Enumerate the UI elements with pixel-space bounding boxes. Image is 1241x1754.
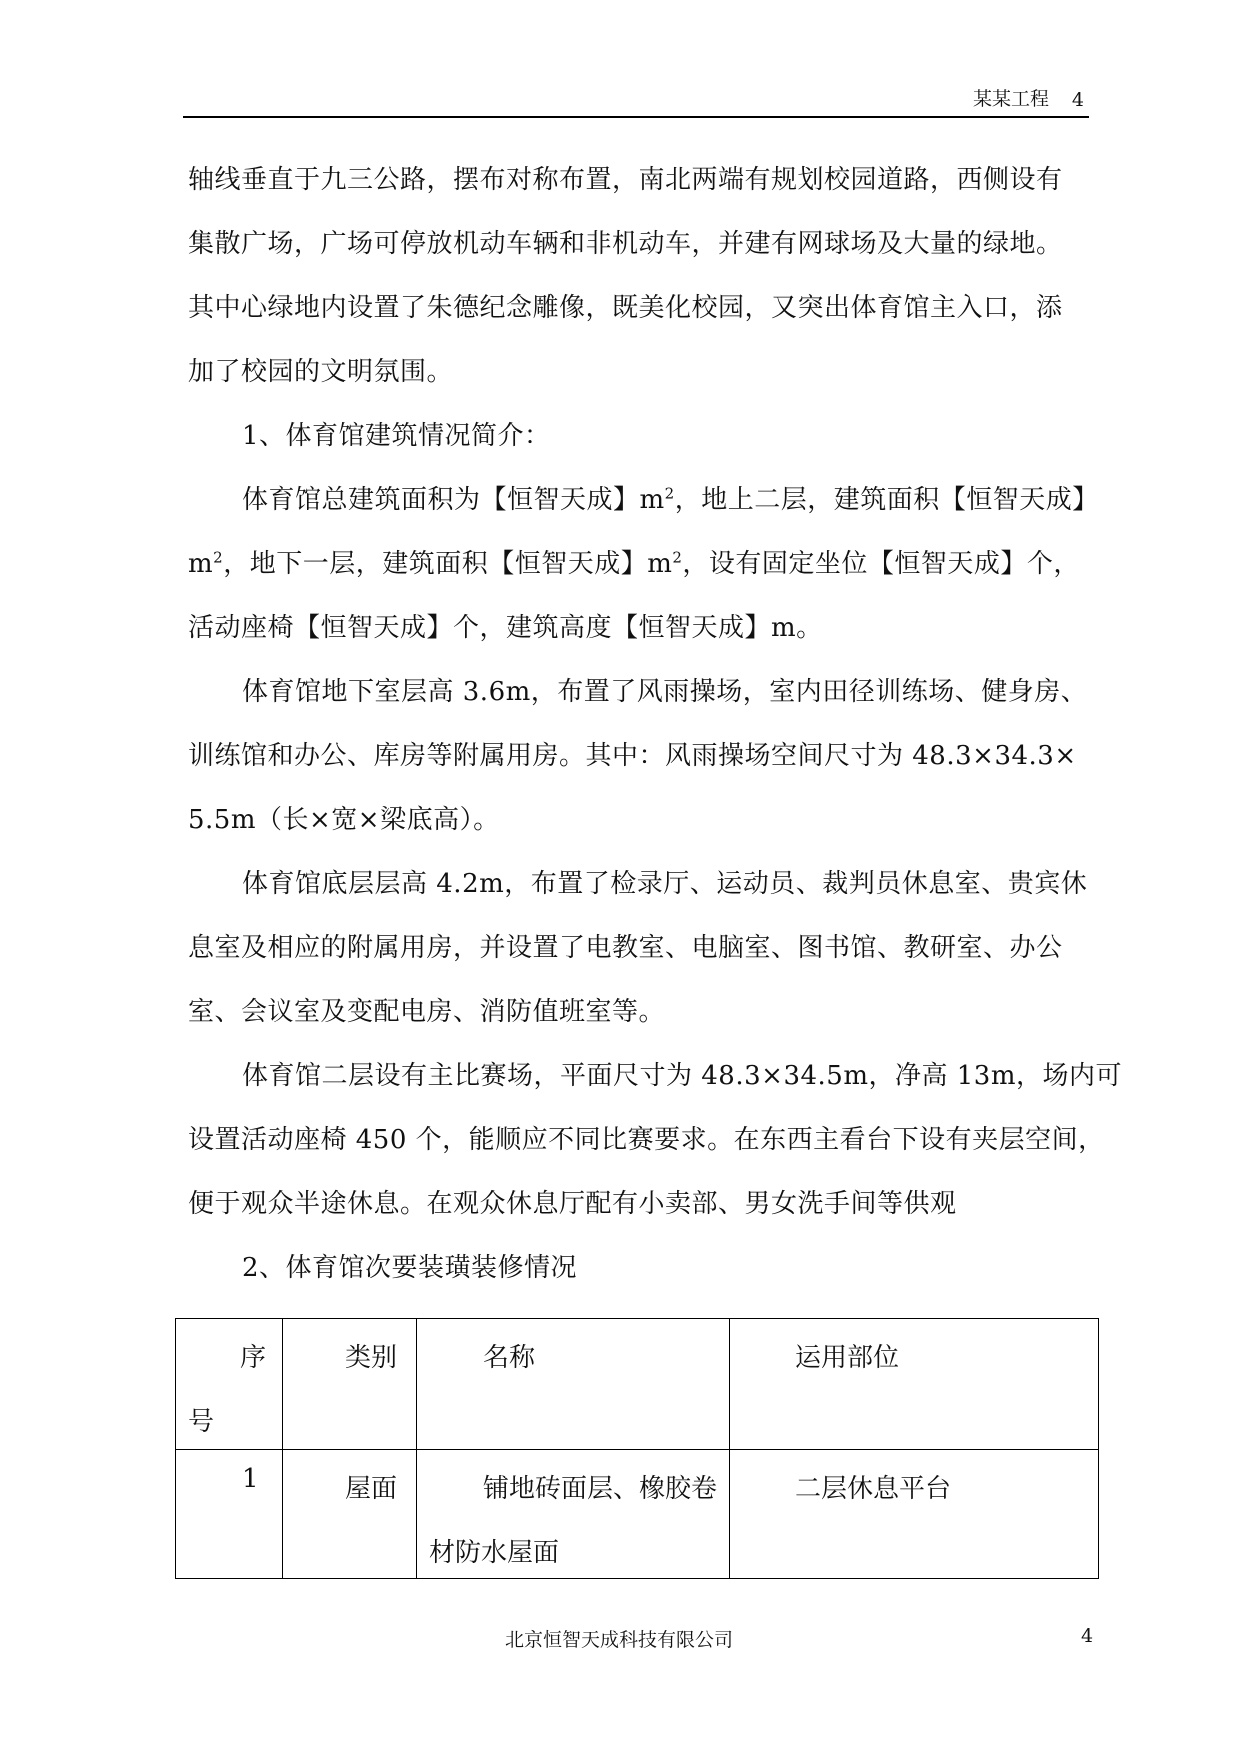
paragraph-line: 息室及相应的附属用房，并设置了电教室、电脑室、图书馆、教研室、办公 [188, 933, 1063, 963]
paragraph-line: 5.5m（长×宽×梁底高）。 [188, 805, 500, 835]
paragraph-line: 体育馆二层设有主比赛场，平面尺寸为 48.3×34.5m，净高 13m，场内可 [242, 1061, 1122, 1091]
section-heading-2: 2、体育馆次要装璜装修情况 [242, 1253, 578, 1283]
header-location: 运用部位 [795, 1343, 900, 1373]
superscript: 2 [213, 548, 224, 567]
paragraph-line: 训练馆和办公、库房等附属用房。其中：风雨操场空间尺寸为 48.3×34.3× [188, 741, 1077, 771]
header-cell-location [730, 1319, 1099, 1450]
header-page-number: 4 [1071, 89, 1084, 111]
text-run: 体育馆总建筑面积为【恒智天成】m [242, 485, 665, 515]
paragraph-line [242, 484, 1142, 516]
row-location: 二层休息平台 [795, 1474, 952, 1504]
paragraph-line: 活动座椅【恒智天成】个，建筑高度【恒智天成】m。 [188, 613, 823, 643]
text-run: ，地下一层，建筑面积【恒智天成】m [223, 549, 673, 579]
header-title: 某某工程 [972, 88, 1049, 110]
paragraph-line: 室、会议室及变配电房、消防值班室等。 [188, 997, 666, 1027]
text-run: ，地上二层，建筑面积【恒智天成】 [674, 485, 1099, 515]
cell-location [730, 1450, 1099, 1579]
cell-name [417, 1450, 730, 1579]
paragraph-line: 轴线垂直于九三公路，摆布对称布置，南北两端有规划校园道路，西侧设有 [188, 165, 1063, 195]
cell-seq [176, 1450, 283, 1579]
row-name-line2: 材防水屋面 [429, 1538, 560, 1568]
paragraph-line: 设置活动座椅 450 个，能顺应不同比赛要求。在东西主看台下设有夹层空间， [188, 1125, 1105, 1155]
decoration-table [175, 1318, 1099, 1579]
header-seq-part2: 号 [188, 1407, 215, 1437]
row-seq: 1 [242, 1464, 259, 1494]
header-cell-seq [176, 1319, 283, 1450]
superscript: 2 [672, 548, 683, 567]
superscript: 2 [664, 484, 675, 503]
paragraph-line: 集散广场，广场可停放机动车辆和非机动车，并建有网球场及大量的绿地。 [188, 229, 1063, 259]
header-category: 类别 [345, 1343, 398, 1373]
row-category: 屋面 [345, 1474, 398, 1504]
paragraph-line: 体育馆底层层高 4.2m，布置了检录厅、运动员、裁判员休息室、贵宾休 [242, 869, 1088, 899]
section-heading-1: 1、体育馆建筑情况简介： [242, 421, 551, 451]
paragraph-line: 加了校园的文明氛围。 [188, 357, 454, 387]
header-seq-part1: 序 [240, 1343, 267, 1373]
cell-category [283, 1450, 417, 1579]
table-row [176, 1450, 1099, 1579]
paragraph-line: 体育馆地下室层高 3.6m，布置了风雨操场，室内田径训练场、健身房、 [242, 677, 1088, 707]
header-name: 名称 [483, 1343, 536, 1373]
table-header-row [176, 1319, 1099, 1450]
text-run: ，设有固定坐位【恒智天成】个， [682, 549, 1080, 579]
paragraph-line: 其中心绿地内设置了朱德纪念雕像，既美化校园，又突出体育馆主入口，添 [188, 293, 1063, 323]
paragraph-line [188, 548, 1088, 580]
header-cell-category [283, 1319, 417, 1450]
page-header [183, 86, 1089, 118]
row-name-line1: 铺地砖面层、橡胶卷 [483, 1474, 718, 1504]
paragraph-line: 便于观众半途休息。在观众休息厅配有小卖部、男女洗手间等供观 [188, 1189, 957, 1219]
footer-company: 北京恒智天成科技有限公司 [505, 1629, 734, 1651]
text-run: m [188, 549, 214, 579]
footer-page-number: 4 [1081, 1625, 1094, 1647]
header-cell-name [417, 1319, 730, 1450]
